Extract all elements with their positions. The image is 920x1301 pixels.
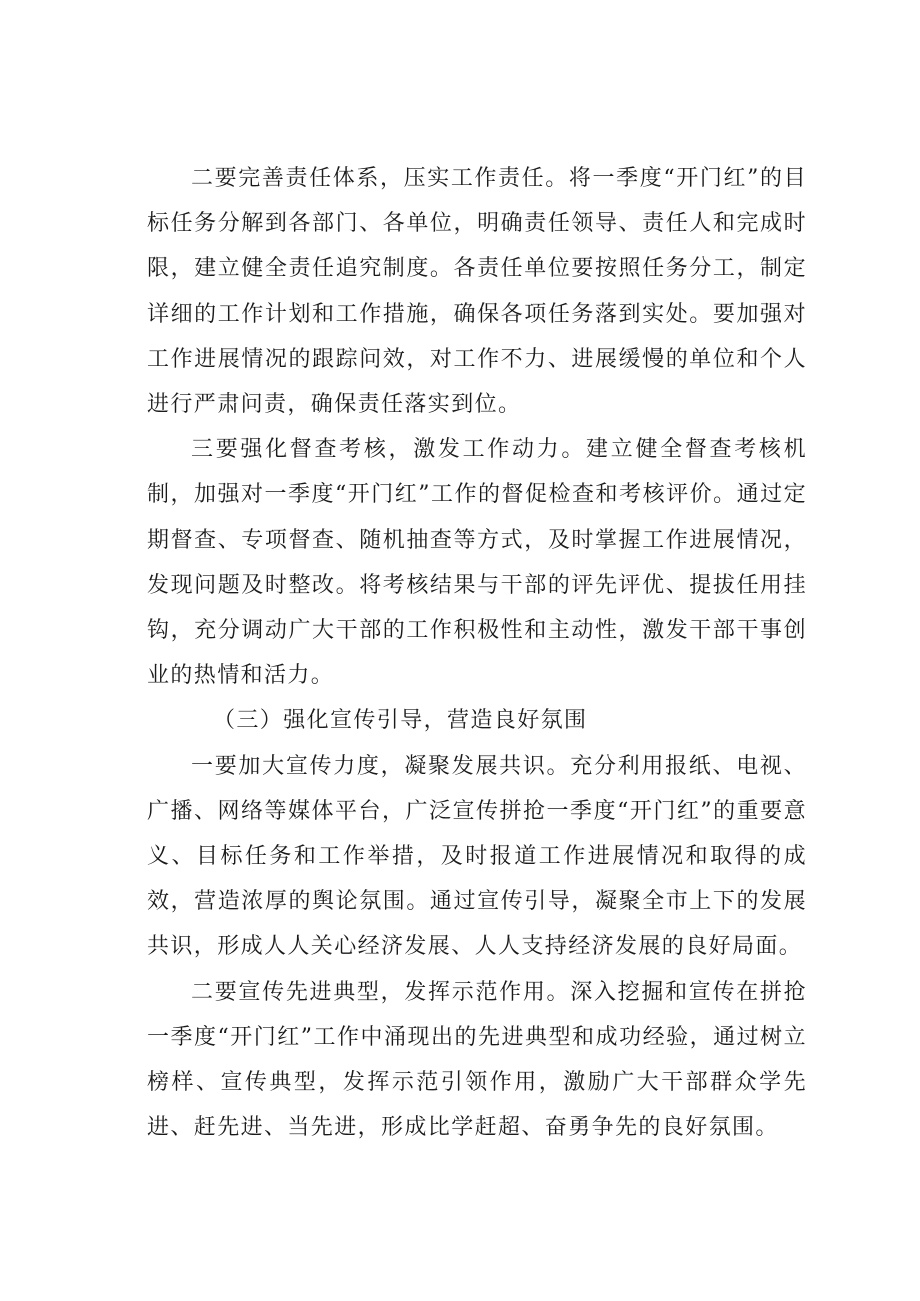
- paragraph-publicity-efforts: 一要加大宣传力度，凝聚发展共识。充分利用报纸、电视、广播、网络等媒体平台，广泛宣传拼抢一季度“开门红”的重要意义、目标任务和工作举措，及时报道工作进展情况和取得的成效，营造浓厚的舆论氛围。通过宣传引导，凝聚全市上下的发展共识，形成人人关心经济发展、人人支持经济发展的良好局面。: [147, 753, 807, 960]
- paragraph-advanced-models: 二要宣传先进典型，发挥示范作用。深入挖掘和宣传在拼抢一季度“开门红”工作中涌现出的先进典型和成功经验，通过树立榜样、宣传典型，发挥示范引领作用，激励广大干部群众学先进、赶先进、当先进，形成比学赶超、奋勇争先的良好氛围。: [147, 979, 807, 1141]
- paragraph-supervision-assessment: 三要强化督查考核，激发工作动力。建立健全督查考核机制，加强对一季度“开门红”工作的督促检查和考核评价。通过定期督查、专项督查、随机抽查等方式，及时掌握工作进展情况，发现问题及时整改。将考核结果与干部的评先评优、提拔任用挂钩，充分调动广大干部的工作积极性和主动性，激发干部干事创业的热情和活力。: [147, 437, 807, 689]
- document-body: [147, 156, 807, 1150]
- paragraph-responsibility-system: 二要完善责任体系，压实工作责任。将一季度“开门红”的目标任务分解到各部门、各单位，明确责任领导、责任人和完成时限，建立健全责任追究制度。各责任单位要按照任务分工，制定详细的工作计划和工作措施，确保各项任务落到实处。要加强对工作进展情况的跟踪问效，对工作不力、进展缓慢的单位和个人进行严肃问责，确保责任落实到位。: [147, 166, 807, 418]
- section-heading-publicity: （三）强化宣传引导，营造良好氛围: [213, 708, 588, 734]
